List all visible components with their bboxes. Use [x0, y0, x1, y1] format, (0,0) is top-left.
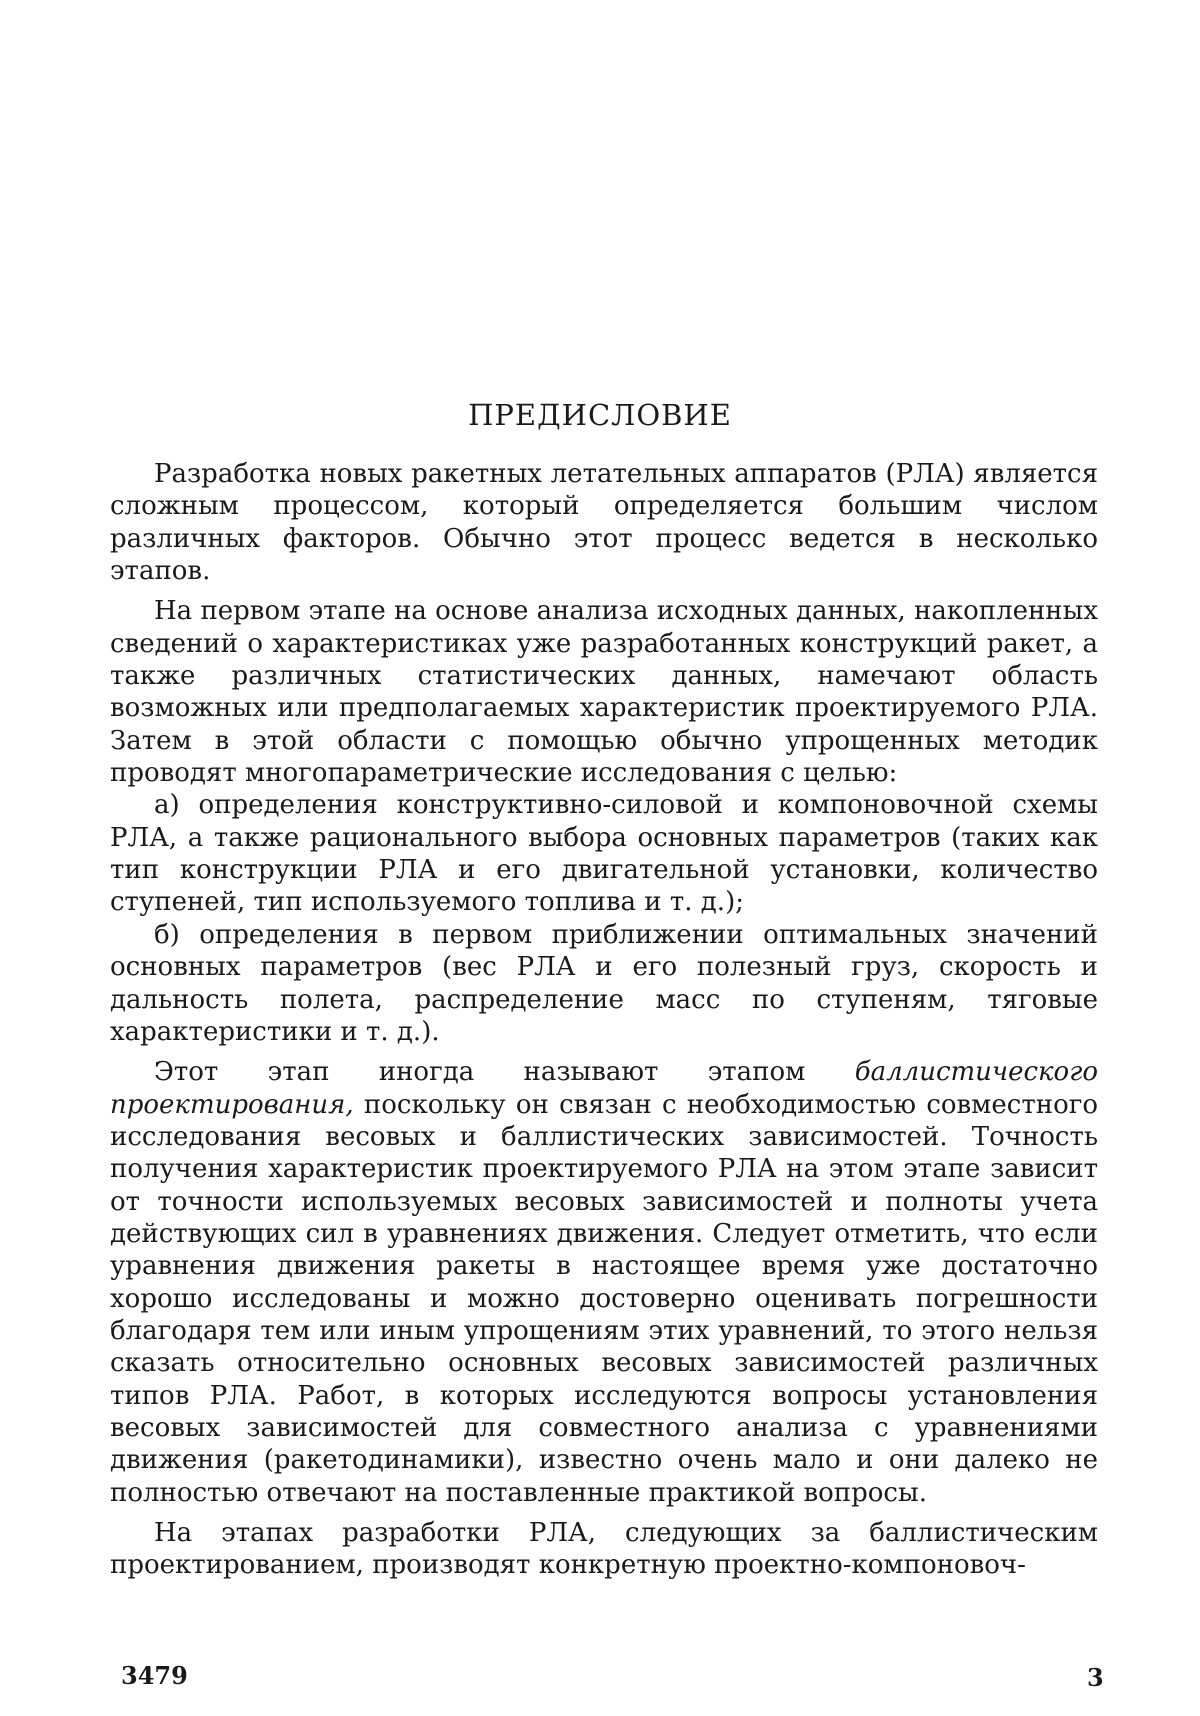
paragraph-later-stages: На этапах разработки РЛА, следующих за баллистическим проектированием, производят конкретную проектно-компоновоч-	[110, 1518, 1098, 1581]
paragraph-intro: Разработка новых ракетных летательных аппаратов (РЛА) является сложным процессом, который определяется большим числом различных факторов. Обычно этот процесс ведется в несколько этапов.	[110, 459, 1098, 587]
page-number: 3	[1087, 1663, 1104, 1692]
paragraph-first-stage: На первом этапе на основе анализа исходных данных, накопленных сведений о характеристиках уже разработанных конструкций ракет, а также различных статистических данных, намечают область возможных или предполагаемых характеристик проектируемого РЛА. Затем в этой области с помощью обычно упрощенных методик проводят многопараметрические исследования с целью:	[110, 596, 1098, 789]
list-item-a: а) определения конструктивно-силовой и компоновочной схемы РЛА, а также рационального выбора основных параметров (таких как тип конструкции РЛА и его двигательной установки, количество ступеней, тип используемого топлива и т. д.);	[110, 790, 1098, 918]
page-title: ПРЕДИСЛОВИЕ	[468, 398, 732, 432]
paragraph-ballistic-end: поскольку он связан с необходимостью совместного исследования весовых и баллистических зависимостей. Точность получения характеристик проектируемого РЛА на этом этапе зависит от точности используемых весовых зависимостей и полноты учета действующих сил в уравнениях движения. Следует отметить, что если уравнения движения ракеты в настоящее время уже достаточно хорошо исследованы и можно достоверно оценивать погрешности благодаря тем или иным упрощениям этих уравнений, то этого нельзя сказать относительно основных весовых зависимостей различных типов РЛА. Работ, в которых исследуются вопросы установления весовых зависимостей для совместного анализа с уравнениями движения (ракетодинамики), известно очень мало и они далеко не полностью отвечают на поставленные практикой вопросы.	[110, 1089, 1098, 1508]
list-item-b: б) определения в первом приближении оптимальных значений основных параметров (вес РЛА и его полезный груз, скорость и дальность полета, распределение масс по ступеням, тяговые характеристики и т. д.).	[110, 919, 1098, 1047]
paragraph-ballistic-design	[110, 1056, 1098, 1509]
printer-signature: 3479	[121, 1661, 188, 1690]
italic-term: баллистического проектирования,	[110, 1057, 1098, 1120]
paragraph-ballistic-start: Этот этап иногда называют этапом	[154, 1057, 855, 1088]
main-text	[110, 458, 1098, 1582]
